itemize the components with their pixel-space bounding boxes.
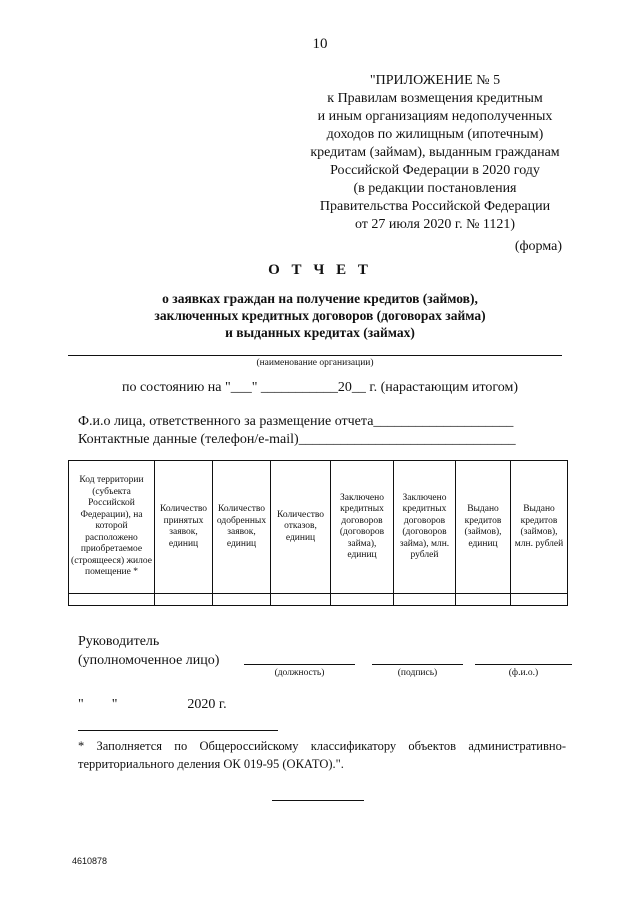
end-rule bbox=[272, 800, 364, 801]
col-contracts-count: Заключено кредитных договоров (договоров займа), единиц bbox=[331, 461, 394, 594]
table-cell[interactable] bbox=[331, 594, 394, 606]
position-line[interactable] bbox=[244, 664, 355, 665]
footnote: * Заполняется по Общероссийскому классификатору объектов административно-территориального деления ОК 019-95 (ОКАТО).". bbox=[78, 739, 566, 771]
contact-data-line: Контактные данные (телефон/e-mail)_______________________________ bbox=[78, 432, 516, 447]
appendix-line: к Правилам возмещения кредитным bbox=[327, 91, 543, 106]
col-contracts-amount: Заключено кредитных договоров (договоров займа), млн. рублей bbox=[394, 461, 456, 594]
subtitle-line: о заявках граждан на получение кредитов (займов), bbox=[162, 291, 478, 306]
col-issued-count: Выдано кредитов (займов), единиц bbox=[456, 461, 511, 594]
appendix-block bbox=[270, 72, 600, 234]
report-title: О Т Ч Е Т bbox=[268, 262, 372, 278]
head-label-line: (уполномоченное лицо) bbox=[78, 653, 220, 668]
position-caption: (должность) bbox=[274, 668, 325, 678]
appendix-line: от 27 июля 2020 г. № 1121) bbox=[354, 217, 516, 232]
table-cell[interactable] bbox=[394, 594, 456, 606]
appendix-line: доходов по жилищным (ипотечным) bbox=[326, 127, 544, 142]
form-mark: (форма) bbox=[514, 239, 562, 254]
appendix-line: (в редакции постановления bbox=[353, 181, 517, 196]
organization-name-line[interactable] bbox=[68, 355, 562, 356]
table-cell[interactable] bbox=[213, 594, 271, 606]
table-cell[interactable] bbox=[69, 594, 155, 606]
status-date-line: по состоянию на "___" ___________20__ г. (нарастающим итогом) bbox=[121, 380, 519, 395]
page-number: 10 bbox=[312, 36, 328, 52]
footnote-separator bbox=[78, 730, 278, 731]
table-row bbox=[69, 594, 568, 606]
table-cell[interactable] bbox=[155, 594, 213, 606]
appendix-line: кредитам (займам), выданным гражданам bbox=[310, 145, 560, 160]
head-label bbox=[78, 632, 219, 670]
table-cell[interactable] bbox=[271, 594, 331, 606]
full-name-caption: (ф.и.о.) bbox=[508, 668, 539, 678]
appendix-line: "ПРИЛОЖЕНИЕ № 5 bbox=[369, 73, 501, 88]
report-subtitle bbox=[60, 290, 580, 341]
appendix-line: Российской Федерации в 2020 году bbox=[330, 163, 540, 178]
subtitle-line: заключенных кредитных договоров (договорах займа) bbox=[154, 308, 486, 323]
col-refusals: Количество отказов, единиц bbox=[271, 461, 331, 594]
organization-caption: (наименование организации) bbox=[256, 358, 374, 368]
col-approved-applications: Количество одобренных заявок, единиц bbox=[213, 461, 271, 594]
head-label-line: Руководитель bbox=[78, 634, 160, 649]
subtitle-line: и выданных кредитах (займах) bbox=[225, 325, 415, 340]
report-table bbox=[68, 460, 568, 606]
table-cell[interactable] bbox=[456, 594, 511, 606]
col-issued-amount: Выдано кредитов (займов), млн. рублей bbox=[511, 461, 568, 594]
col-accepted-applications: Количество принятых заявок, единиц bbox=[155, 461, 213, 594]
table-cell[interactable] bbox=[511, 594, 568, 606]
document-code: 4610878 bbox=[72, 856, 108, 866]
col-territory-code: Код территории (субъекта Российской Федерации), на которой расположено приобретаемое (строящееся) жилое помещение * bbox=[69, 461, 155, 594]
full-name-line[interactable] bbox=[475, 664, 572, 665]
signature-caption: (подпись) bbox=[397, 668, 438, 678]
signature-line[interactable] bbox=[372, 664, 463, 665]
appendix-line: Правительства Российской Федерации bbox=[319, 199, 551, 214]
responsible-person-line: Ф.и.о лица, ответственного за размещение отчета____________________ bbox=[78, 414, 514, 429]
table-header-row bbox=[69, 461, 568, 594]
signing-date-line: " " 2020 г. bbox=[78, 697, 227, 712]
appendix-line: и иным организациям недополученных bbox=[317, 109, 553, 124]
